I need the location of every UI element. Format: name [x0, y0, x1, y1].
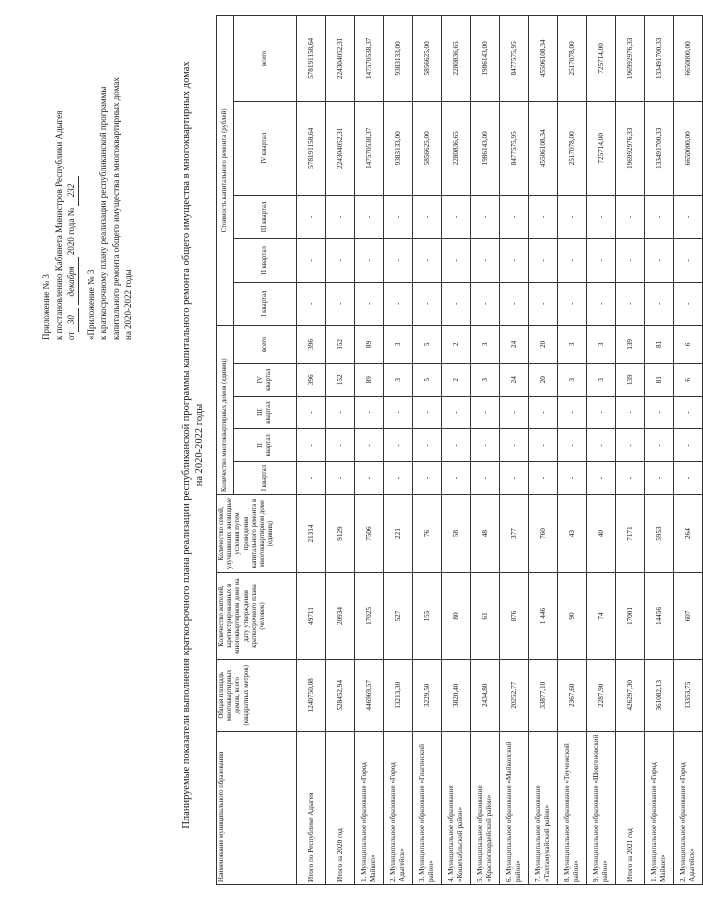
cell-houses-total: 3: [587, 325, 616, 363]
cell-cost-q3: -: [645, 195, 674, 238]
cell-cost-q3: -: [355, 195, 384, 238]
approval-annex-number: Приложение № 3: [41, 274, 51, 340]
table-row: [500, 16, 529, 885]
cell-area: 446969,57: [355, 659, 384, 731]
table-row: [529, 16, 558, 885]
cell-cost-q4: 45506108,34: [529, 101, 558, 195]
col-houses-q3: III квартал: [234, 396, 297, 429]
cell-houses-q1: -: [471, 462, 500, 495]
cell-houses-q2: -: [326, 429, 355, 462]
cell-cost-q1: -: [384, 282, 413, 325]
cell-area: 3820,40: [442, 659, 471, 731]
cell-houses-q3: -: [500, 396, 529, 429]
cell-houses-total: 6: [674, 325, 703, 363]
cell-cost-q2: -: [442, 239, 471, 282]
cell-houses-q2: -: [645, 429, 674, 462]
cell-families: 43: [558, 494, 587, 572]
cell-houses-q4: 81: [645, 363, 674, 396]
cell-families: 760: [529, 494, 558, 572]
col-houses-total: всего: [234, 325, 297, 363]
cell-area: 2434,80: [471, 659, 500, 731]
cell-houses-q3: -: [413, 396, 442, 429]
cell-cost-q2: -: [471, 239, 500, 282]
cell-cost-q1: -: [558, 282, 587, 325]
cell-cost-q2: -: [297, 239, 326, 282]
cell-cost-total: 578191158,64: [297, 16, 326, 102]
cell-cost-q1: -: [674, 282, 703, 325]
cell-families: 5953: [645, 494, 674, 572]
approval-program-reference: капитального ремонта общего имущества в многоквартирных домах: [110, 77, 121, 340]
cell-cost-q1: -: [500, 282, 529, 325]
cell-houses-total: 152: [326, 325, 355, 363]
table-row: [326, 16, 355, 885]
cell-cost-total: 2517078,00: [558, 16, 587, 102]
cell-houses-q1: -: [674, 462, 703, 495]
cell-cost-total: 133491700,33: [645, 16, 674, 102]
cell-houses-q4: 3: [558, 363, 587, 396]
cell-houses-q1: -: [500, 462, 529, 495]
cell-houses-q1: -: [529, 462, 558, 495]
cell-houses-total: 81: [645, 325, 674, 363]
cell-cost-total: 45506108,34: [529, 16, 558, 102]
cell-cost-total: 2280836,65: [442, 16, 471, 102]
cell-cost-q4: 9383133,00: [384, 101, 413, 195]
cell-cost-q2: -: [500, 239, 529, 282]
cell-houses-q3: -: [384, 396, 413, 429]
cell-houses-q1: -: [616, 462, 645, 495]
cell-cost-total: 9383133,00: [384, 16, 413, 102]
approval-date-month: декабря: [65, 257, 79, 305]
indicators-table: [216, 15, 703, 885]
table-row: [442, 16, 471, 885]
cell-houses-q3: -: [587, 396, 616, 429]
cell-houses-q3: -: [645, 396, 674, 429]
cell-residents: 155: [413, 573, 442, 660]
table-row: [645, 16, 674, 885]
document-title: [180, 15, 206, 875]
cell-houses-q1: -: [645, 462, 674, 495]
col-group-cost: Стоимость капитального ремонта (рублей): [217, 16, 234, 326]
cell-cost-total: 8477575,95: [500, 16, 529, 102]
cell-cost-q4: 8477575,95: [500, 101, 529, 195]
cell-houses-q3: -: [616, 396, 645, 429]
cell-houses-q4: 20: [529, 363, 558, 396]
table-row: [355, 16, 384, 885]
cell-cost-q4: 2517078,00: [558, 101, 587, 195]
cell-families: 58: [442, 494, 471, 572]
document-title-period: на 2020-2022 годы: [194, 403, 205, 487]
table-body: [297, 16, 703, 885]
cell-houses-q4: 2: [442, 363, 471, 396]
cell-houses-q3: -: [297, 396, 326, 429]
cell-area: 20252,77: [500, 659, 529, 731]
cell-houses-q1: -: [297, 462, 326, 495]
cell-houses-q1: -: [355, 462, 384, 495]
cell-houses-q2: -: [384, 429, 413, 462]
cell-cost-q1: -: [442, 282, 471, 325]
cell-cost-q3: -: [471, 195, 500, 238]
cell-houses-q3: -: [355, 396, 384, 429]
cell-cost-q1: -: [471, 282, 500, 325]
cell-municipality: 4. Муниципальное образование «Кошехабльский район»: [442, 731, 471, 884]
cell-houses-q1: -: [587, 462, 616, 495]
col-families: Количество семей, улучшивших жилищные условия путем проведения капитального ремонта в многоквартирном доме (единиц): [217, 494, 297, 572]
cell-cost-q2: -: [645, 239, 674, 282]
cell-municipality: 1. Муниципальное образование «Город Майкоп»: [355, 731, 384, 884]
approval-stamp: [40, 10, 135, 340]
cell-municipality: Итого по Республике Адыгея: [297, 731, 326, 884]
cell-area: 426297,30: [616, 659, 645, 731]
cell-cost-q2: -: [616, 239, 645, 282]
cell-houses-q4: 3: [384, 363, 413, 396]
col-cost-q2: II квартал: [234, 239, 297, 282]
col-houses-q1: I квартал: [234, 462, 297, 495]
cell-municipality: 5. Муниципальное образование «Красногвардейский район»: [471, 731, 500, 884]
cell-houses-q4: 139: [616, 363, 645, 396]
cell-municipality: 2. Муниципальное образование «Город Адыгейск»: [674, 731, 703, 884]
cell-cost-q2: -: [413, 239, 442, 282]
cell-cost-total: 1986143,00: [471, 16, 500, 102]
cell-houses-q4: 396: [297, 363, 326, 396]
document-title-line: Планируемые показатели выполнения краткосрочного плана реализации республиканской программы капитального ремонта общего имущества в многоквартирных домах: [181, 61, 192, 829]
cell-cost-q3: -: [616, 195, 645, 238]
cell-cost-q4: 578191158,64: [297, 101, 326, 195]
approval-decree-reference: к постановлению Кабинета Министров Республики Адыгея: [53, 110, 64, 340]
cell-cost-total: 725714,00: [587, 16, 616, 102]
cell-cost-q1: -: [355, 282, 384, 325]
col-cost-q3: III квартал: [234, 195, 297, 238]
cell-families: 264: [674, 494, 703, 572]
cell-houses-total: 89: [355, 325, 384, 363]
cell-municipality: Итого за 2020 год: [326, 731, 355, 884]
cell-cost-q2: -: [326, 239, 355, 282]
cell-cost-q4: 725714,00: [587, 101, 616, 195]
cell-residents: 14456: [645, 573, 674, 660]
cell-municipality: 3. Муниципальное образование «Гиагинский район»: [413, 731, 442, 884]
cell-families: 40: [587, 494, 616, 572]
cell-residents: 49711: [297, 573, 326, 660]
cell-residents: 1 446: [529, 573, 558, 660]
cell-houses-q2: -: [558, 429, 587, 462]
cell-houses-total: 24: [500, 325, 529, 363]
cell-cost-q3: -: [384, 195, 413, 238]
cell-cost-q3: -: [558, 195, 587, 238]
cell-cost-q4: 224304052,31: [326, 101, 355, 195]
cell-cost-q1: -: [529, 282, 558, 325]
cell-houses-q2: -: [413, 429, 442, 462]
cell-families: 7171: [616, 494, 645, 572]
cell-municipality: 2. Муниципальное образование «Город Адыгейск»: [384, 731, 413, 884]
cell-cost-q2: -: [587, 239, 616, 282]
cell-houses-total: 396: [297, 325, 326, 363]
cell-area: 3229,50: [413, 659, 442, 731]
cell-municipality: 9. Муниципальное образование «Шовгеновский район»: [587, 731, 616, 884]
cell-houses-q3: -: [442, 396, 471, 429]
cell-houses-q3: -: [529, 396, 558, 429]
table-row: [384, 16, 413, 885]
col-residents: Количество жителей, зарегистрированных в многоквартирном доме на дату утверждения краткосрочного плана (человек): [217, 573, 297, 660]
cell-cost-total: 6650000,00: [674, 16, 703, 102]
cell-cost-q1: -: [297, 282, 326, 325]
cell-residents: 61: [471, 573, 500, 660]
approval-date-year: 2020 года №: [66, 207, 76, 256]
table-row: [587, 16, 616, 885]
cell-cost-total: 224304052,31: [326, 16, 355, 102]
table-row: [471, 16, 500, 885]
cell-cost-total: 147570538,37: [355, 16, 384, 102]
col-cost-q1: I квартал: [234, 282, 297, 325]
cell-municipality: 6. Муниципальное образование «Майкопский район»: [500, 731, 529, 884]
cell-municipality: Итого за 2021 год: [616, 731, 645, 884]
cell-families: 221: [384, 494, 413, 572]
cell-cost-q4: 2280836,65: [442, 101, 471, 195]
cell-houses-q4: 89: [355, 363, 384, 396]
cell-houses-q2: -: [355, 429, 384, 462]
cell-cost-q3: -: [529, 195, 558, 238]
cell-houses-q2: -: [529, 429, 558, 462]
cell-cost-q3: -: [587, 195, 616, 238]
cell-houses-q2: -: [616, 429, 645, 462]
cell-houses-q3: -: [558, 396, 587, 429]
cell-cost-q3: -: [500, 195, 529, 238]
cell-houses-q4: 3: [587, 363, 616, 396]
cell-houses-total: 3: [384, 325, 413, 363]
table-row: [674, 16, 703, 885]
cell-houses-total: 20: [529, 325, 558, 363]
cell-area: 13353,75: [674, 659, 703, 731]
cell-cost-total: 5856625,00: [413, 16, 442, 102]
cell-cost-q4: 147570538,37: [355, 101, 384, 195]
cell-houses-total: 2: [442, 325, 471, 363]
cell-houses-q2: -: [500, 429, 529, 462]
cell-houses-total: 3: [558, 325, 587, 363]
cell-municipality: 1. Муниципальное образование «Город Майкоп»: [645, 731, 674, 884]
cell-houses-q1: -: [442, 462, 471, 495]
cell-cost-q1: -: [645, 282, 674, 325]
cell-families: 48: [471, 494, 500, 572]
cell-houses-q1: -: [326, 462, 355, 495]
col-area: Общая площадь многоквартирных домов, всего (квадратных метров): [217, 659, 297, 731]
col-group-houses: Количество многоквартирных домов (единиц): [217, 325, 234, 494]
cell-area: 2367,60: [558, 659, 587, 731]
cell-cost-q4: 5856625,00: [413, 101, 442, 195]
cell-residents: 74: [587, 573, 616, 660]
cell-residents: 527: [384, 573, 413, 660]
cell-families: 9129: [326, 494, 355, 572]
cell-houses-total: 139: [616, 325, 645, 363]
cell-cost-q3: -: [297, 195, 326, 238]
cell-cost-q1: -: [587, 282, 616, 325]
table-row: [297, 16, 326, 885]
approval-original-annex: «Приложение № 3: [85, 269, 96, 340]
col-cost-total: всего: [234, 16, 297, 102]
cell-area: 361082,13: [645, 659, 674, 731]
cell-area: 13213,30: [384, 659, 413, 731]
cell-area: 1240750,08: [297, 659, 326, 731]
approval-date-prefix: от: [66, 331, 76, 340]
cell-cost-q2: -: [558, 239, 587, 282]
table-row: [616, 16, 645, 885]
cell-houses-q4: 6: [674, 363, 703, 396]
cell-houses-q4: 5: [413, 363, 442, 396]
cell-houses-q2: -: [442, 429, 471, 462]
approval-decree-number: 232: [65, 176, 79, 206]
cell-area: 33877,10: [529, 659, 558, 731]
col-municipality: Наименование муниципального образования: [217, 731, 297, 884]
approval-date-day: 30: [65, 308, 79, 332]
cell-houses-q4: 3: [471, 363, 500, 396]
cell-houses-q4: 152: [326, 363, 355, 396]
cell-cost-q3: -: [442, 195, 471, 238]
cell-cost-q4: 1986143,00: [471, 101, 500, 195]
approval-period: на 2020-2022 годы: [123, 269, 133, 340]
col-houses-q2: II квартал: [234, 429, 297, 462]
cell-residents: 90: [558, 573, 587, 660]
cell-cost-q1: -: [326, 282, 355, 325]
cell-area: 528452,94: [326, 659, 355, 731]
cell-municipality: 8. Муниципальное образование «Теучежский район»: [558, 731, 587, 884]
cell-cost-total: 196992976,33: [616, 16, 645, 102]
cell-residents: 80: [442, 573, 471, 660]
cell-houses-q2: -: [471, 429, 500, 462]
col-cost-q4: IV квартал: [234, 101, 297, 195]
col-houses-q4: IV квартал: [234, 363, 297, 396]
approval-plan-reference: к краткосрочному плану реализации республиканской программы: [98, 86, 108, 340]
cell-houses-q1: -: [413, 462, 442, 495]
cell-families: 7506: [355, 494, 384, 572]
cell-houses-q2: -: [297, 429, 326, 462]
cell-houses-total: 3: [471, 325, 500, 363]
cell-cost-q1: -: [616, 282, 645, 325]
cell-cost-q1: -: [413, 282, 442, 325]
cell-cost-q4: 133491700,33: [645, 101, 674, 195]
cell-houses-q1: -: [384, 462, 413, 495]
cell-houses-q3: -: [326, 396, 355, 429]
cell-houses-q3: -: [674, 396, 703, 429]
approval-date-line: [65, 10, 79, 340]
cell-cost-q2: -: [529, 239, 558, 282]
cell-cost-q4: 196992976,33: [616, 101, 645, 195]
cell-cost-q3: -: [674, 195, 703, 238]
cell-houses-q2: -: [587, 429, 616, 462]
cell-houses-q2: -: [674, 429, 703, 462]
cell-residents: 17001: [616, 573, 645, 660]
cell-houses-q3: -: [471, 396, 500, 429]
cell-cost-q4: 6650000,00: [674, 101, 703, 195]
cell-houses-q4: 24: [500, 363, 529, 396]
table-row: [558, 16, 587, 885]
cell-families: 21314: [297, 494, 326, 572]
cell-families: 377: [500, 494, 529, 572]
cell-municipality: 7. Муниципальное образование «Тахтамукайский район»: [529, 731, 558, 884]
cell-cost-q2: -: [355, 239, 384, 282]
cell-residents: 20934: [326, 573, 355, 660]
cell-families: 76: [413, 494, 442, 572]
cell-houses-q1: -: [558, 462, 587, 495]
cell-area: 2287,90: [587, 659, 616, 731]
table-row: [413, 16, 442, 885]
cell-residents: 17025: [355, 573, 384, 660]
cell-residents: 876: [500, 573, 529, 660]
cell-cost-q2: -: [384, 239, 413, 282]
cell-cost-q3: -: [326, 195, 355, 238]
cell-residents: 607: [674, 573, 703, 660]
cell-cost-q3: -: [413, 195, 442, 238]
cell-cost-q2: -: [674, 239, 703, 282]
cell-houses-total: 5: [413, 325, 442, 363]
